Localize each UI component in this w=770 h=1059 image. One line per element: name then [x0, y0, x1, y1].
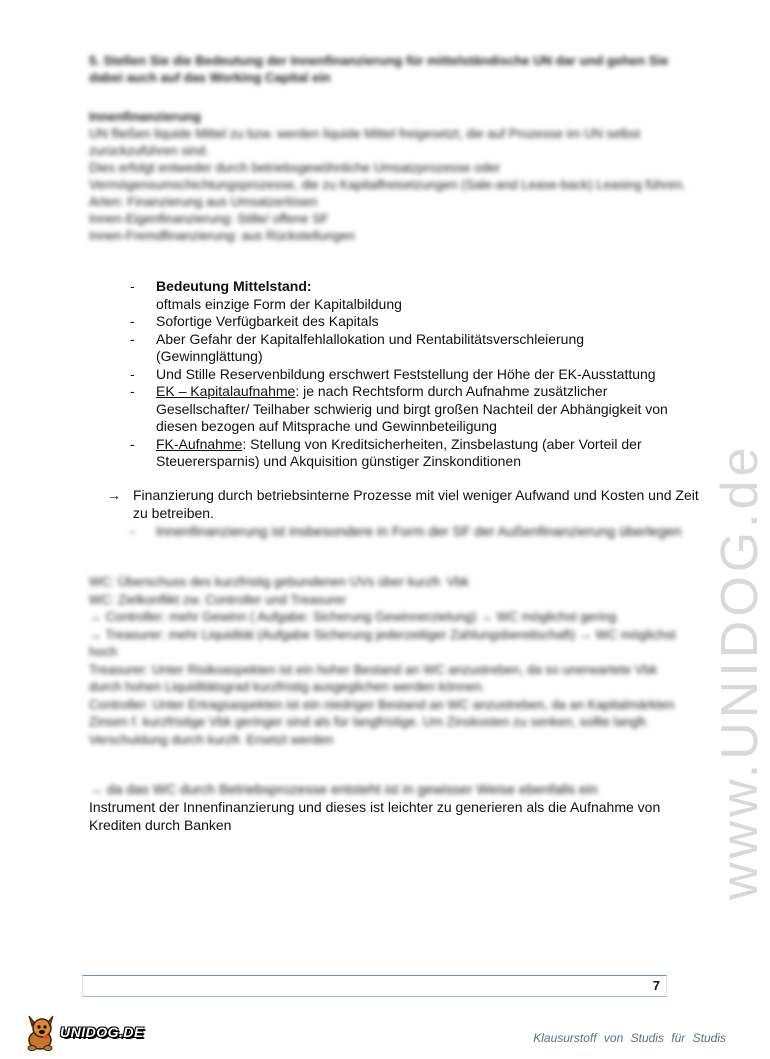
logo-text: UNIDOG.DE: [60, 1024, 144, 1040]
unidog-logo: [22, 1014, 152, 1052]
wc-line: → Treasurer: mehr Liquidität (Aufgabe Sicherung jederzeitiger Zahlungsbereitschaft) → WC möglichst hoch: [89, 626, 676, 659]
blurred-bullet-item: [130, 523, 696, 541]
page-footer-box: [82, 975, 667, 997]
intro-line: Dies erfolgt entweder durch betriebsgewöhnliche Umsatzprozesse oder Vermögensumschichtungsprozesse, die zu Kapitalfreisetzungen (Sale-and Lease-back) Leasing führen.: [89, 160, 686, 192]
bullet-text: Aber Gefahr der Kapitalfehlallokation und Rentabilitätsverschleierung (Gewinnglättung): [156, 330, 585, 364]
watermark: www.UNIDOG.de: [711, 443, 769, 900]
wc-line: WC: Zielkonflikt zw. Controller und Treasurer: [89, 591, 347, 607]
mittelstand-text: oftmals einzige Form der Kapitalbildung: [156, 295, 402, 312]
arrow-conclusion: [107, 487, 703, 522]
ek-text: : je nach Rechtsform durch Aufnahme zusätzlicher Gesellschafter/ Teilhaber schwierig und birgt großen Nachteil der Abhängigkeit von diesen bezogen auf Mitsprache und Gewinnbeteiligung: [156, 383, 668, 434]
blurred-bullet-text: Innenfinanzierung ist insbesondere in Form der SF der Außenfinanzierung überlegen: [156, 523, 682, 539]
bullet-item: [130, 366, 690, 384]
section-heading: 5. Stellen Sie die Bedeutung der Innenfinanzierung für mittelständische UN dar und gehen Sie dabei auch auf das Working Capital ein: [89, 53, 669, 85]
ek-label: EK – Kapitalaufnahme: [156, 383, 296, 399]
page-number: 7: [652, 978, 660, 993]
intro-line: Arten: Finanzierung aus Umsatzerlösen: [89, 194, 318, 209]
bullet-item-ek: [130, 383, 690, 436]
bullet-dash: -: [130, 523, 135, 539]
bullet-item: [130, 331, 690, 366]
bullet-text: Und Stille Reservenbildung erschwert Feststellung der Höhe der EK-Ausstattung: [156, 365, 656, 382]
tagline: Klausurstoff von Studis für Studis: [533, 1031, 726, 1045]
bullet-text: Sofortige Verfügbarkeit des Kapitals: [156, 313, 379, 329]
intro-line: UN fließen liquide Mittel zu bzw. werden liquide Mittel freigesetzt, die auf Prozesse im UN selbst zurückzuführen sind.: [89, 126, 641, 158]
bullet-item-mittelstand: [130, 278, 690, 313]
bullet-item: [130, 313, 690, 331]
conclusion-text: Instrument der Innenfinanzierung und dieses ist leichter zu generieren als die Aufnahme von Krediten durch Banken: [89, 799, 661, 833]
arrow-text: Finanzierung durch betriebsinterne Prozesse mit viel weniger Aufwand und Kosten und Zeit zu betreiben.: [133, 487, 699, 521]
fk-text: : Stellung von Kreditsicherheiten, Zinsbelastung (aber Vorteil der Steuerersparnis) und Akquisition günstiger Zinskonditionen: [156, 435, 642, 469]
bullet-dash: -: [130, 383, 135, 399]
wc-line: Treasurer: Unter Risikoaspekten ist ein hoher Bestand an WC anzustreben, da so unerwartete Vbk durch hohen Liquiditätsgrad kurzfristig ausgeglichen werden können.: [89, 661, 658, 694]
fk-label: FK-Aufnahme: [156, 435, 243, 452]
bullet-dash: -: [130, 365, 135, 382]
mittelstand-title: Bedeutung Mittelstand:: [156, 278, 312, 294]
dog-mascot-icon: [22, 1014, 62, 1052]
arrow-right-icon: →: [107, 487, 121, 503]
wc-line: Controller: Unter Ertragsaspekten ist ein niedriger Bestand an WC anzustreben, da an Kapitalmärkten Zinsen f. kurzfristige Vbk geringer sind als für langfristige. Um Zinskosten zu senken, sollte langfr. Verschuldung durch kurzfr. Ersetzt werden: [89, 696, 675, 747]
intro-block: [89, 108, 689, 244]
wc-line: WC: Überschuss des kurzfristig gebundenen UVs über kurzfr. Vbk: [89, 574, 470, 589]
bullet-dash: -: [130, 435, 135, 452]
bullet-dash: -: [130, 330, 135, 347]
working-capital-block: [89, 573, 689, 748]
conclusion-blurred-line: → da das WC durch Betriebsprozesse entsteht ist in gewisser Weise ebenfalls ein: [89, 781, 598, 797]
bullet-list: [130, 278, 690, 471]
intro-line: Innen-Eigenfinanzierung: Stille/ offene SF: [89, 211, 329, 226]
intro-line: Innen-Fremdfinanzierung: aus Rückstellungen: [89, 228, 355, 243]
wc-line: → Controller: mehr Gewinn ( Aufgabe: Sicherung Gewinnerzielung) → WC möglichst gering: [89, 609, 617, 624]
bullet-dash: -: [130, 313, 135, 329]
bullet-item-fk: [130, 436, 690, 471]
bullet-dash: -: [130, 278, 135, 294]
intro-title: Innenfinanzierung: [89, 109, 201, 124]
